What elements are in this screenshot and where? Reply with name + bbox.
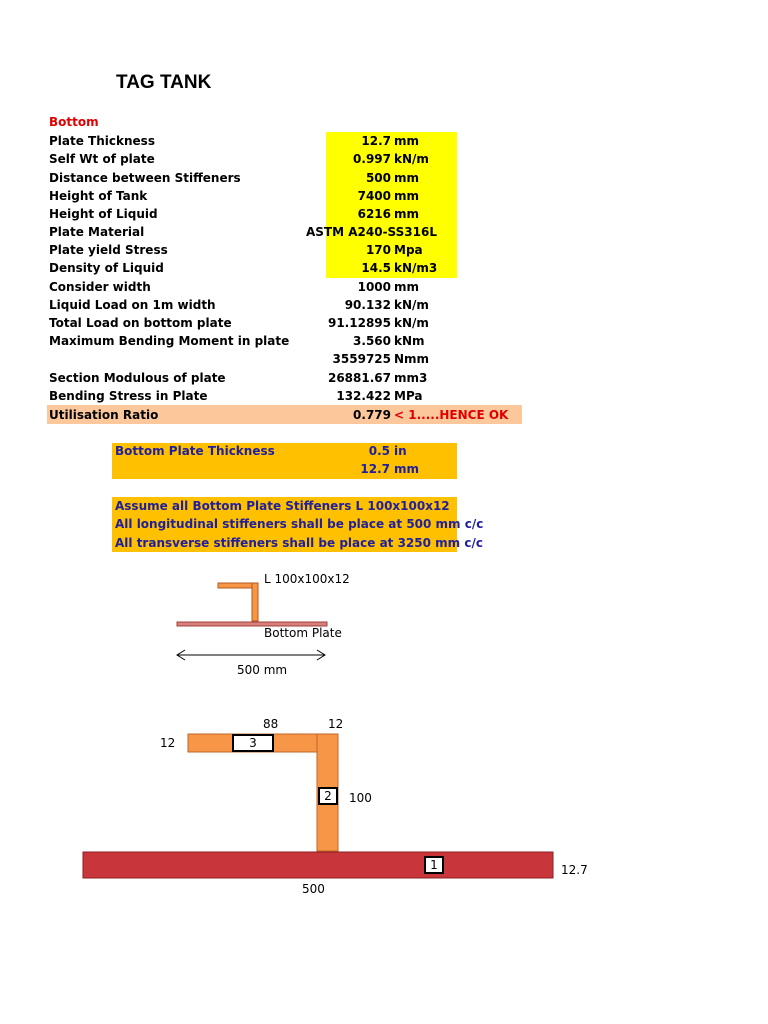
dim-12-left: 12 — [160, 736, 176, 750]
row-value: ASTM A240-SS316L — [306, 225, 437, 239]
row-unit: MPa — [394, 389, 423, 403]
utilisation-label: Utilisation Ratio — [49, 408, 159, 422]
row-label: Plate Material — [49, 225, 145, 239]
thickness-unit-mm: mm — [394, 462, 420, 476]
row-unit: kN/m — [394, 152, 429, 166]
utilisation-value: 0.779 — [353, 408, 391, 422]
part-1-number: 1 — [430, 858, 438, 872]
row-label: Maximum Bending Moment in plate — [49, 334, 290, 348]
thickness-value-in: 0.5 — [368, 444, 390, 458]
row-value: 0.997 — [353, 152, 391, 166]
row-label: Plate yield Stress — [49, 243, 168, 257]
row-unit: kNm — [394, 334, 425, 348]
row-unit: kN/m — [394, 316, 429, 330]
thickness-unit-in: in — [394, 444, 407, 458]
row-value: 1000 — [357, 280, 391, 294]
row-label: Plate Thickness — [49, 134, 155, 148]
row-value: 170 — [365, 243, 391, 257]
utilisation-check: < 1.....HENCE OK — [394, 408, 509, 422]
dim-500: 500 — [302, 882, 325, 896]
row-unit: Nmm — [394, 352, 430, 366]
row-unit: mm — [394, 207, 420, 221]
thickness-label: Bottom Plate Thickness — [115, 444, 275, 458]
dim-100: 100 — [349, 791, 372, 805]
note-line: All longitudinal stiffeners shall be place at 500 mm c/c — [115, 517, 484, 531]
row-unit: mm — [394, 189, 420, 203]
section-detail — [0, 700, 768, 900]
row-label: Consider width — [49, 280, 151, 294]
row-value: 3559725 — [332, 352, 391, 366]
row-value: 132.422 — [336, 389, 391, 403]
dim-12-7: 12.7 — [561, 863, 588, 877]
thickness-value-mm: 12.7 — [360, 462, 390, 476]
row-unit: mm — [394, 134, 420, 148]
row-label: Self Wt of plate — [49, 152, 155, 166]
row-unit: mm — [394, 280, 420, 294]
row-label: Density of Liquid — [49, 261, 164, 275]
note-line: Assume all Bottom Plate Stiffeners L 100x100x12 — [115, 499, 450, 513]
row-label: Liquid Load on 1m width — [49, 298, 216, 312]
section-heading: Bottom — [49, 115, 99, 129]
row-value: 3.560 — [353, 334, 391, 348]
row-label: Height of Tank — [49, 189, 148, 203]
row-label: Bending Stress in Plate — [49, 389, 208, 403]
row-unit: kN/m3 — [394, 261, 438, 275]
row-value: 6216 — [357, 207, 391, 221]
row-unit: kN/m — [394, 298, 429, 312]
row-label: Distance between Stiffeners — [49, 171, 241, 185]
part-3-number: 3 — [249, 736, 257, 750]
part-2-number: 2 — [324, 789, 332, 803]
plate-label: Bottom Plate — [264, 626, 342, 640]
row-value: 26881.67 — [327, 371, 391, 385]
row-value: 14.5 — [361, 261, 391, 275]
row-value: 12.7 — [361, 134, 391, 148]
row-label: Total Load on bottom plate — [49, 316, 232, 330]
row-unit: mm3 — [394, 371, 428, 385]
dim-88: 88 — [263, 717, 279, 731]
angle-label: L 100x100x12 — [264, 572, 350, 586]
row-value: 7400 — [357, 189, 391, 203]
row-unit: Mpa — [394, 243, 423, 257]
note-line: All transverse stiffeners shall be place at 3250 mm c/c — [115, 536, 483, 550]
row-value: 90.132 — [344, 298, 391, 312]
dim-12-top: 12 — [328, 717, 344, 731]
angle-leg — [252, 583, 258, 621]
part-1-plate — [83, 852, 553, 878]
page-title: TAG TANK — [116, 72, 212, 93]
row-value: 91.12895 — [327, 316, 391, 330]
row-label: Height of Liquid — [49, 207, 158, 221]
stiffener-sketch — [0, 560, 768, 690]
spacing-label: 500 mm — [237, 663, 288, 677]
row-unit: mm — [394, 171, 420, 185]
row-value: 500 — [365, 171, 391, 185]
row-label: Section Modulous of plate — [49, 371, 226, 385]
